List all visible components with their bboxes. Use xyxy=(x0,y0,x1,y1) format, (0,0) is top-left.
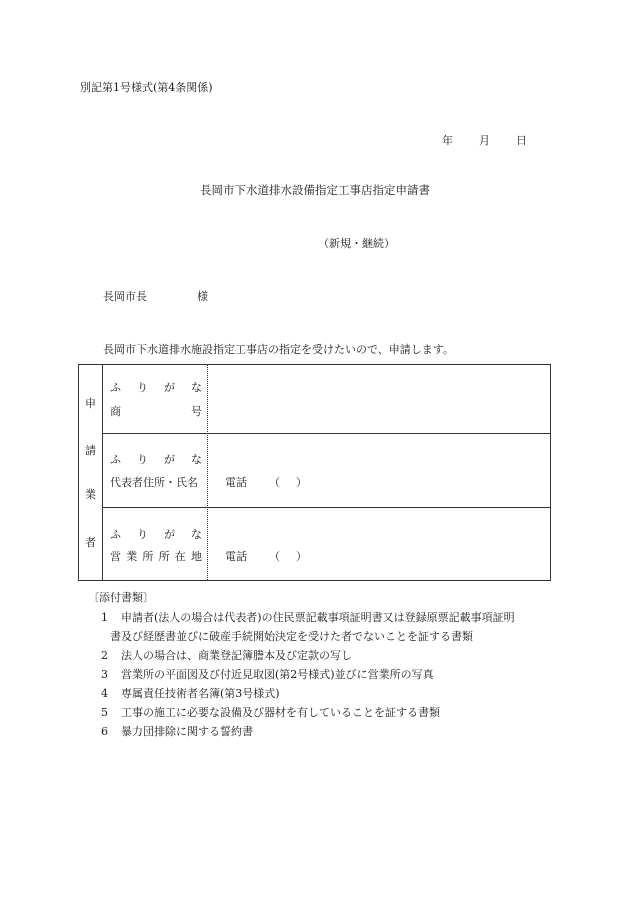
attachment-item: 4 専属責任技術者名簿(第3号様式) xyxy=(101,687,280,700)
side-label-char: 申 xyxy=(85,397,96,410)
document-title: 長岡市下水道排水設備指定工事店指定申請書 xyxy=(200,183,430,197)
representative-label: 代表者住所・氏名 xyxy=(110,476,198,489)
addressee-name: 長岡市長 xyxy=(103,290,147,303)
furigana-row2: ふ り が な xyxy=(110,453,202,466)
phone-label: 電話 （ ） xyxy=(225,476,307,489)
row-divider xyxy=(102,433,550,434)
attachment-item: 6 暴力団排除に関する誓約書 xyxy=(101,725,253,738)
application-type: （新規・継続） xyxy=(318,237,395,250)
phone-label: 電話 （ ） xyxy=(225,550,307,563)
date-year: 年 xyxy=(442,134,453,147)
date-line xyxy=(442,135,527,146)
date-day: 日 xyxy=(516,134,527,147)
furigana-row3: ふ り が な xyxy=(110,528,202,541)
table-dotted-divider xyxy=(207,365,208,580)
addressee-honorific: 様 xyxy=(197,290,208,303)
attachment-item: 1 申請者(法人の場合は代表者)の住民票記載事項証明書又は登録原票記載事項証明 xyxy=(101,611,515,624)
side-label-char: 業 xyxy=(85,488,96,501)
attachment-item: 3 営業所の平面図及び付近見取図(第2号様式)並びに営業所の写真 xyxy=(101,668,434,681)
attachments-heading: 〔添付書類〕 xyxy=(88,591,154,604)
office-location-label: 営 業 所 所 在 地 xyxy=(110,550,202,563)
attachment-item-continued: 書及び経歴書並びに破産手続開始決定を受けた者でないことを証する書類 xyxy=(110,630,473,643)
furigana-row1: ふ り が な xyxy=(110,381,202,394)
date-month: 月 xyxy=(479,134,490,147)
attachment-item: 2 法人の場合は、商業登記簿謄本及び定款の写し xyxy=(101,649,352,662)
addressee xyxy=(103,291,208,302)
application-statement: 長岡市下水道排水施設指定工事店の指定を受けたいので、申請します。 xyxy=(103,343,454,356)
applicant-table xyxy=(78,364,551,581)
side-label-char: 者 xyxy=(85,536,96,549)
attachment-item: 5 工事の施工に必要な設備及び器材を有していることを証する書類 xyxy=(101,706,440,719)
form-reference: 別記第1号様式(第4条関係) xyxy=(80,81,213,94)
trade-name-label: 商 号 xyxy=(110,405,202,418)
side-label-char: 請 xyxy=(85,444,96,457)
row-divider xyxy=(102,507,550,508)
table-divider xyxy=(102,365,103,580)
